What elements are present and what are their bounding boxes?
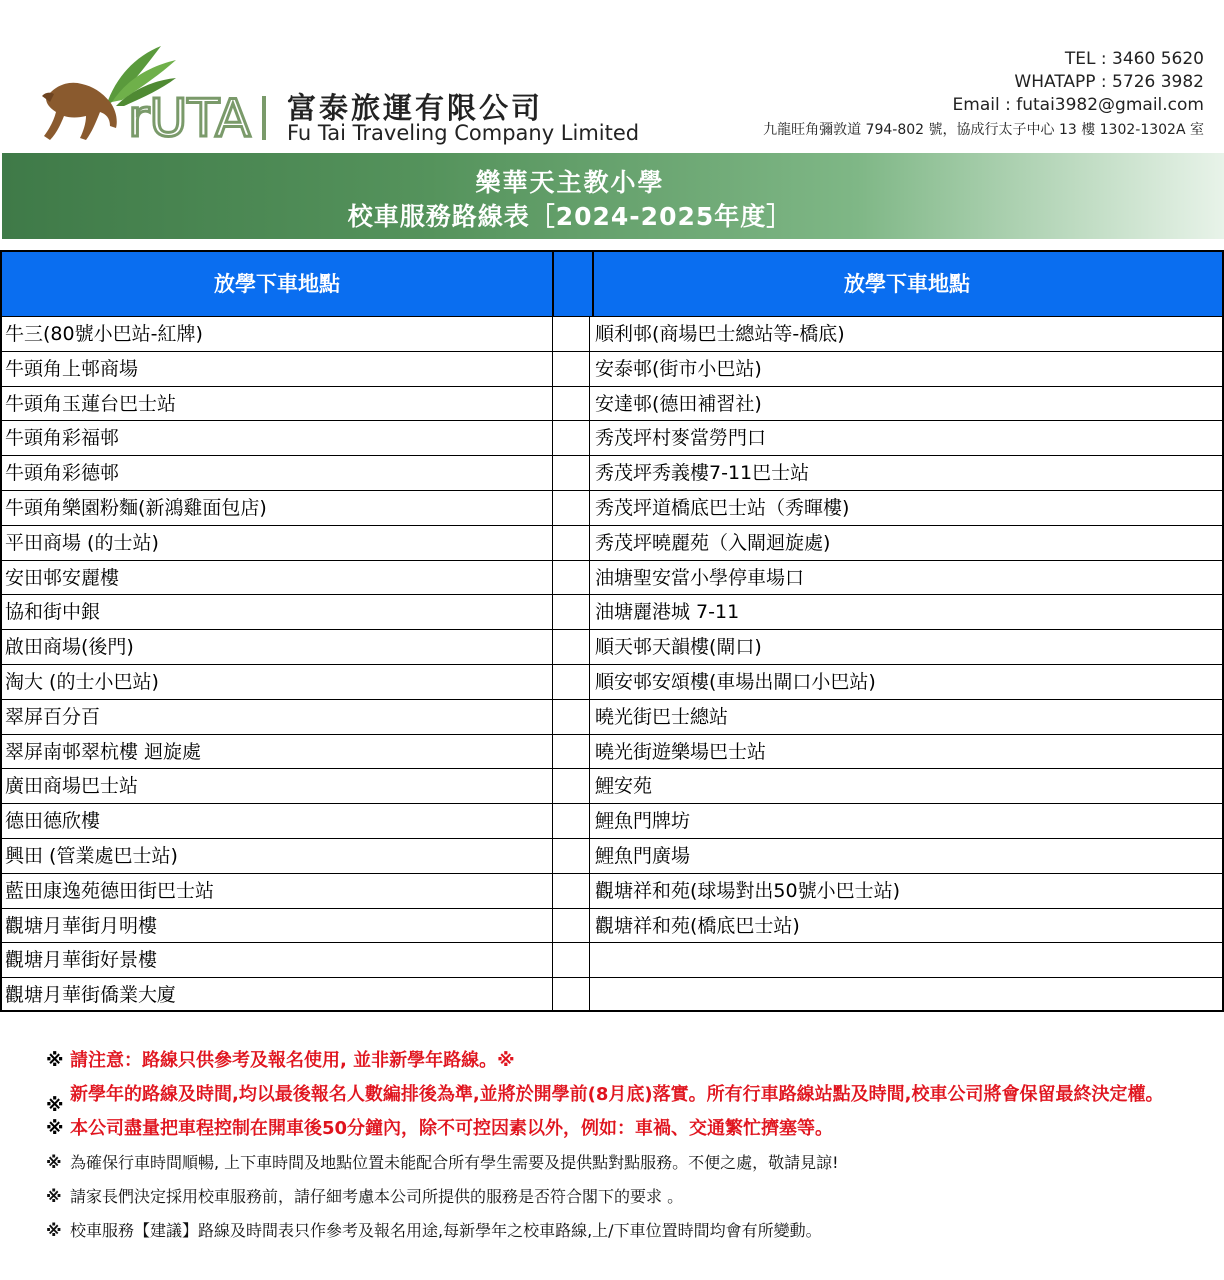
note-final-decision [46, 1084, 1206, 1116]
table-row [2, 768, 1222, 803]
spacer-cell [552, 456, 590, 490]
left-stop-cell: 牛頭角彩福邨 [5, 427, 120, 450]
left-stop-cell: 牛頭角彩德邨 [5, 462, 120, 485]
right-stop-cell: 鯉魚門牌坊 [595, 810, 691, 833]
email-address: Email : futai3982@gmail.com [952, 95, 1204, 115]
left-stop-cell: 協和街中銀 [5, 601, 101, 624]
table-row [2, 838, 1222, 873]
spacer-cell [552, 630, 590, 664]
right-stop-cell: 油塘聖安當小學停車場口 [595, 566, 805, 589]
left-stop-cell: 興田 (管業處巴士站) [5, 844, 178, 867]
spacer-cell [552, 352, 590, 386]
note-parents-consider [46, 1186, 1206, 1208]
spacer-cell [552, 526, 590, 560]
note-journey-time [46, 1118, 1206, 1140]
right-stop-cell [595, 943, 1220, 977]
table-row [2, 734, 1222, 769]
table-row [2, 629, 1222, 664]
note-text: 校車服務【建議】路線及時間表只作參考及報名用途,每新學年之校車路線,上/下車位置時間均會有所變動。 [70, 1221, 822, 1240]
left-stop-cell: 藍田康逸苑德田街巴士站 [5, 879, 215, 902]
spacer-cell [552, 804, 590, 838]
note-no-point-to-point [46, 1152, 1206, 1174]
spacer-cell [552, 978, 590, 1012]
note-reference-only [46, 1050, 1206, 1072]
note-text: 請家長們決定採用校車服務前，請仔細考慮本公司所提供的服務是否符合閣下的要求 。 [70, 1187, 684, 1206]
right-stop-cell: 順安邨安頌樓(車場出閘口小巴站) [595, 670, 876, 693]
right-stop-cell: 鯉安苑 [595, 775, 653, 798]
left-stop-cell: 德田德欣樓 [5, 810, 101, 833]
table-row [2, 803, 1222, 838]
table-row [2, 351, 1222, 386]
reference-mark-icon: ※ [46, 1095, 64, 1116]
right-stop-cell: 曉光街遊樂場巴士站 [595, 740, 767, 763]
left-stop-cell: 翠屏南邨翠杭樓 迴旋處 [5, 740, 202, 763]
note-text: 為確保行車時間順暢, 上下車時間及地點位置未能配合所有學生需要及提供點對點服務。不便之處，敬請見諒! [70, 1153, 839, 1172]
route-table [0, 250, 1224, 1012]
spacer-cell [552, 839, 590, 873]
spacer-cell [552, 700, 590, 734]
school-name: 樂華天主教小學 [475, 168, 665, 197]
table-row [2, 455, 1222, 490]
svg-text:rUTA: rUTA [128, 89, 251, 146]
header-spacer [552, 252, 594, 316]
right-stop-cell: 安達邨(德田補習社) [595, 392, 762, 415]
table-row [2, 977, 1222, 1012]
reference-mark-icon: ※ [46, 1153, 62, 1172]
table-row [2, 490, 1222, 525]
spacer-cell [552, 387, 590, 421]
left-stop-cell: 牛頭角上邨商場 [5, 357, 139, 380]
right-stop-cell: 觀塘祥和苑(橋底巴士站) [595, 914, 800, 937]
right-stop-cell: 順天邨天韻樓(閘口) [595, 636, 762, 659]
right-stop-cell: 順利邨(商場巴士總站等-橋底) [595, 323, 845, 345]
left-stop-cell: 牛三(80號小巴站-紅牌) [5, 323, 203, 345]
title-banner [2, 153, 1224, 239]
spacer-cell [552, 561, 590, 595]
left-stop-cell: 淘大 (的士小巴站) [5, 670, 159, 693]
telephone: TEL : 3460 5620 [1064, 49, 1204, 69]
reference-mark-icon: ※ [46, 1118, 64, 1139]
spacer-cell [552, 943, 590, 977]
table-row [2, 560, 1222, 595]
right-stop-cell: 曉光街巴士總站 [595, 705, 729, 728]
spacer-cell [552, 421, 590, 455]
table-body [2, 316, 1222, 1012]
table-row [2, 386, 1222, 421]
right-stop-cell: 秀茂坪曉麗苑（入閘迴旋處) [595, 531, 831, 554]
left-stop-cell: 安田邨安麗樓 [5, 566, 120, 589]
left-column-header: 放學下車地點 [214, 272, 340, 296]
table-row [2, 594, 1222, 629]
spacer-cell [552, 317, 590, 351]
table-row [2, 873, 1222, 908]
right-column-header: 放學下車地點 [844, 272, 970, 296]
table-row [2, 699, 1222, 734]
spacer-cell [552, 909, 590, 943]
contact-block [763, 48, 1204, 142]
company-chinese-name: 富泰旅運有限公司 [287, 91, 544, 125]
table-row [2, 942, 1222, 977]
note-suggested-routes [46, 1220, 1206, 1242]
right-stop-cell [595, 978, 1220, 1012]
company-address: 九龍旺角彌敦道 794-802 號，協成行太子中心 13 樓 1302-1302A 室 [763, 122, 1204, 138]
company-logo [36, 36, 276, 146]
table-header [2, 252, 1222, 316]
left-stop-cell: 啟田商場(後門) [5, 636, 134, 659]
right-stop-cell: 秀茂坪道橋底巴士站（秀暉樓) [595, 496, 850, 519]
right-stop-cell: 秀茂坪村麥當勞門口 [595, 427, 767, 450]
note-text: 本公司盡量把車程控制在開車後50分鐘內，除不可控因素以外，例如：車禍、交通繁忙擠塞等。 [70, 1118, 834, 1139]
reference-mark-icon: ※ [46, 1221, 62, 1240]
right-stop-cell: 秀茂坪秀義樓7-11巴士站 [595, 462, 810, 485]
left-stop-cell: 廣田商場巴士站 [5, 775, 139, 798]
table-row [2, 316, 1222, 351]
whatsapp-number: WHATAPP : 5726 3982 [1014, 72, 1204, 92]
spacer-cell [552, 769, 590, 803]
spacer-cell [552, 735, 590, 769]
reference-mark-icon: ※ [46, 1187, 62, 1206]
left-stop-cell: 平田商場 (的士站) [5, 531, 159, 554]
letterhead [0, 0, 1224, 152]
left-stop-cell: 牛頭角樂園粉麵(新鴻雞面包店) [5, 496, 267, 519]
company-english-name: Fu Tai Traveling Company Limited [287, 121, 640, 145]
schedule-title: 校車服務路線表［2024-2025年度］ [347, 202, 793, 231]
table-row [2, 525, 1222, 560]
left-stop-cell: 觀塘月華街僑業大廈 [5, 984, 177, 1007]
table-row [2, 420, 1222, 455]
spacer-cell [552, 595, 590, 629]
left-stop-cell: 牛頭角玉蓮台巴士站 [5, 392, 177, 415]
notes-section [46, 1050, 1206, 1254]
note-text: 新學年的路線及時間,均以最後報名人數編排後為準,並將於開學前(8月底)落實。所有行車路線站點及時間,校車公司將會保留最終決定權。 [70, 1084, 1164, 1105]
right-stop-cell: 安泰邨(街市小巴站) [595, 357, 762, 380]
table-row [2, 908, 1222, 943]
left-stop-cell: 觀塘月華街好景樓 [5, 949, 158, 972]
spacer-cell [552, 491, 590, 525]
right-stop-cell: 觀塘祥和苑(球場對出50號小巴士站) [595, 879, 901, 902]
left-stop-cell: 觀塘月華街月明樓 [5, 914, 158, 937]
spacer-cell [552, 665, 590, 699]
note-text: 請注意：路線只供參考及報名使用, 並非新學年路線。※ [70, 1050, 515, 1071]
table-row [2, 664, 1222, 699]
left-stop-cell: 翠屏百分百 [5, 705, 101, 728]
right-stop-cell: 油塘麗港城 7-11 [595, 601, 740, 624]
right-stop-cell: 鯉魚門廣場 [595, 844, 691, 867]
spacer-cell [552, 874, 590, 908]
reference-mark-icon: ※ [46, 1050, 64, 1071]
